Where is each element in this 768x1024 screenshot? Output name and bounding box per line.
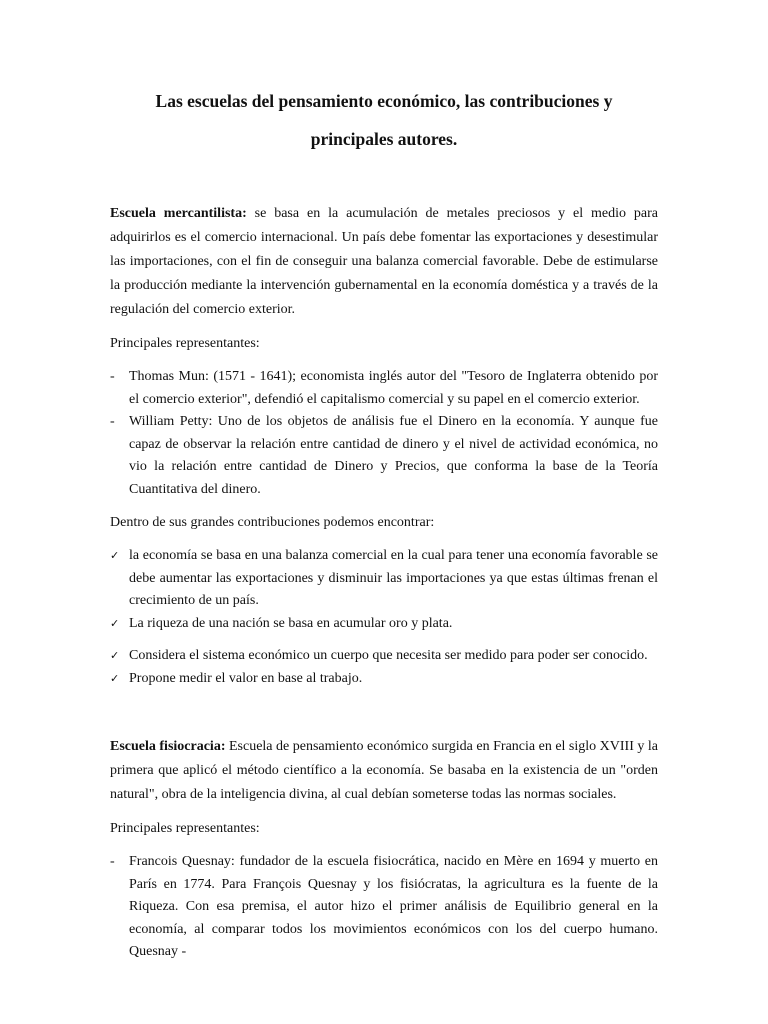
mercantilista-body: se basa en la acumulación de metales preciosos y el medio para adquirirlos es el comercio internacional. Un país debe fomentar las exportaciones y desestimular las importaciones, con el fin de conseguir una balanza comercial favorable. Debe de estimularse la producción mediante la intervención gubernamental en la economía doméstica y a través de la regulación del comercio exterior. — [110, 206, 658, 317]
representante-william-petty: William Petty: Uno de los objetos de análisis fue el Dinero en la economía. Y aunque fue capaz de observar la relación entre cantidad de dinero y el nivel de actividad económica, no vio la relación entre cantidad de Dinero y Precios, que conforma la base de la Teoría Cuantitativa del dinero. — [129, 414, 658, 497]
list-item — [110, 411, 658, 501]
dash-marker: - — [110, 369, 115, 384]
contribucion-text: La riqueza de una nación se basa en acumular oro y plata. — [129, 615, 453, 631]
contribucion-text: Propone medir el valor en base al trabajo. — [129, 670, 363, 686]
dash-marker: - — [110, 414, 115, 429]
mercantilista-heading: Escuela mercantilista: — [110, 206, 247, 221]
spacer — [110, 635, 658, 645]
fisiocracia-representantes-label: Principales representantes: — [110, 821, 260, 836]
mercantilista-representantes-list — [110, 366, 658, 501]
representante-thomas-mun: Thomas Mun: (1571 - 1641); economista inglés autor del "Tesoro de Inglaterra obtenido por el comercio exterior", defendió el capitalismo comercial y su papel en el comercio exterior. — [129, 369, 658, 407]
mercantilista-contribuciones-list-a — [110, 545, 658, 635]
document-title: Las escuelas del pensamiento económico, las contribuciones y principales autores. — [155, 91, 613, 149]
list-item — [110, 851, 658, 964]
contribucion-text: la economía se basa en una balanza comercial en la cual para tener una economía favorable se debe aumentar las exportaciones y disminuir las importaciones ya que estas últimas frenan el crecimiento de un país. — [129, 548, 658, 608]
fisiocracia-body: Escuela de pensamiento económico surgida en Francia en el siglo XVIII y la primera que aplicó el método científico a la economía. Se basaba en la existencia de un "orden natural", obra de la inteligencia divina, al cual debían someterse todas las normas sociales. — [110, 739, 658, 802]
fisiocracia-representantes-list — [110, 851, 658, 964]
dash-marker: - — [110, 854, 115, 869]
mercantilista-contribuciones-list-b — [110, 645, 658, 690]
representante-francois-quesnay: Francois Quesnay: fundador de la escuela fisiocrática, nacido en Mère en 1694 y muerto en París en 1774. Para François Quesnay y los fisiócratas, la agricultura es la fuente de la Riqueza. Con esa premisa, el autor hizo el primer análisis de Equilibrio general en la economía, al comparar todos los movimientos económicos con los del cuerpo humano. Quesnay - — [129, 854, 658, 959]
contribucion-text: Considera el sistema económico un cuerpo que necesita ser medido para poder ser conocido. — [129, 648, 648, 663]
mercantilista-contribuciones-label: Dentro de sus grandes contribuciones podemos encontrar: — [110, 515, 435, 530]
list-item — [110, 545, 658, 613]
fisiocracia-paragraph — [110, 735, 658, 807]
fisiocracia-heading: Escuela fisiocracia: — [110, 739, 226, 754]
mercantilista-representantes-label: Principales representantes: — [110, 336, 260, 351]
mercantilista-paragraph — [110, 202, 658, 322]
list-item — [110, 668, 658, 691]
list-item — [110, 366, 658, 411]
list-item — [110, 613, 658, 636]
spacer — [110, 690, 658, 735]
document-page — [110, 82, 658, 974]
check-icon: ✓ — [110, 549, 120, 562]
check-icon: ✓ — [110, 616, 120, 630]
list-item — [110, 645, 658, 668]
check-icon: ✓ — [110, 671, 120, 685]
check-icon: ✓ — [110, 649, 120, 662]
